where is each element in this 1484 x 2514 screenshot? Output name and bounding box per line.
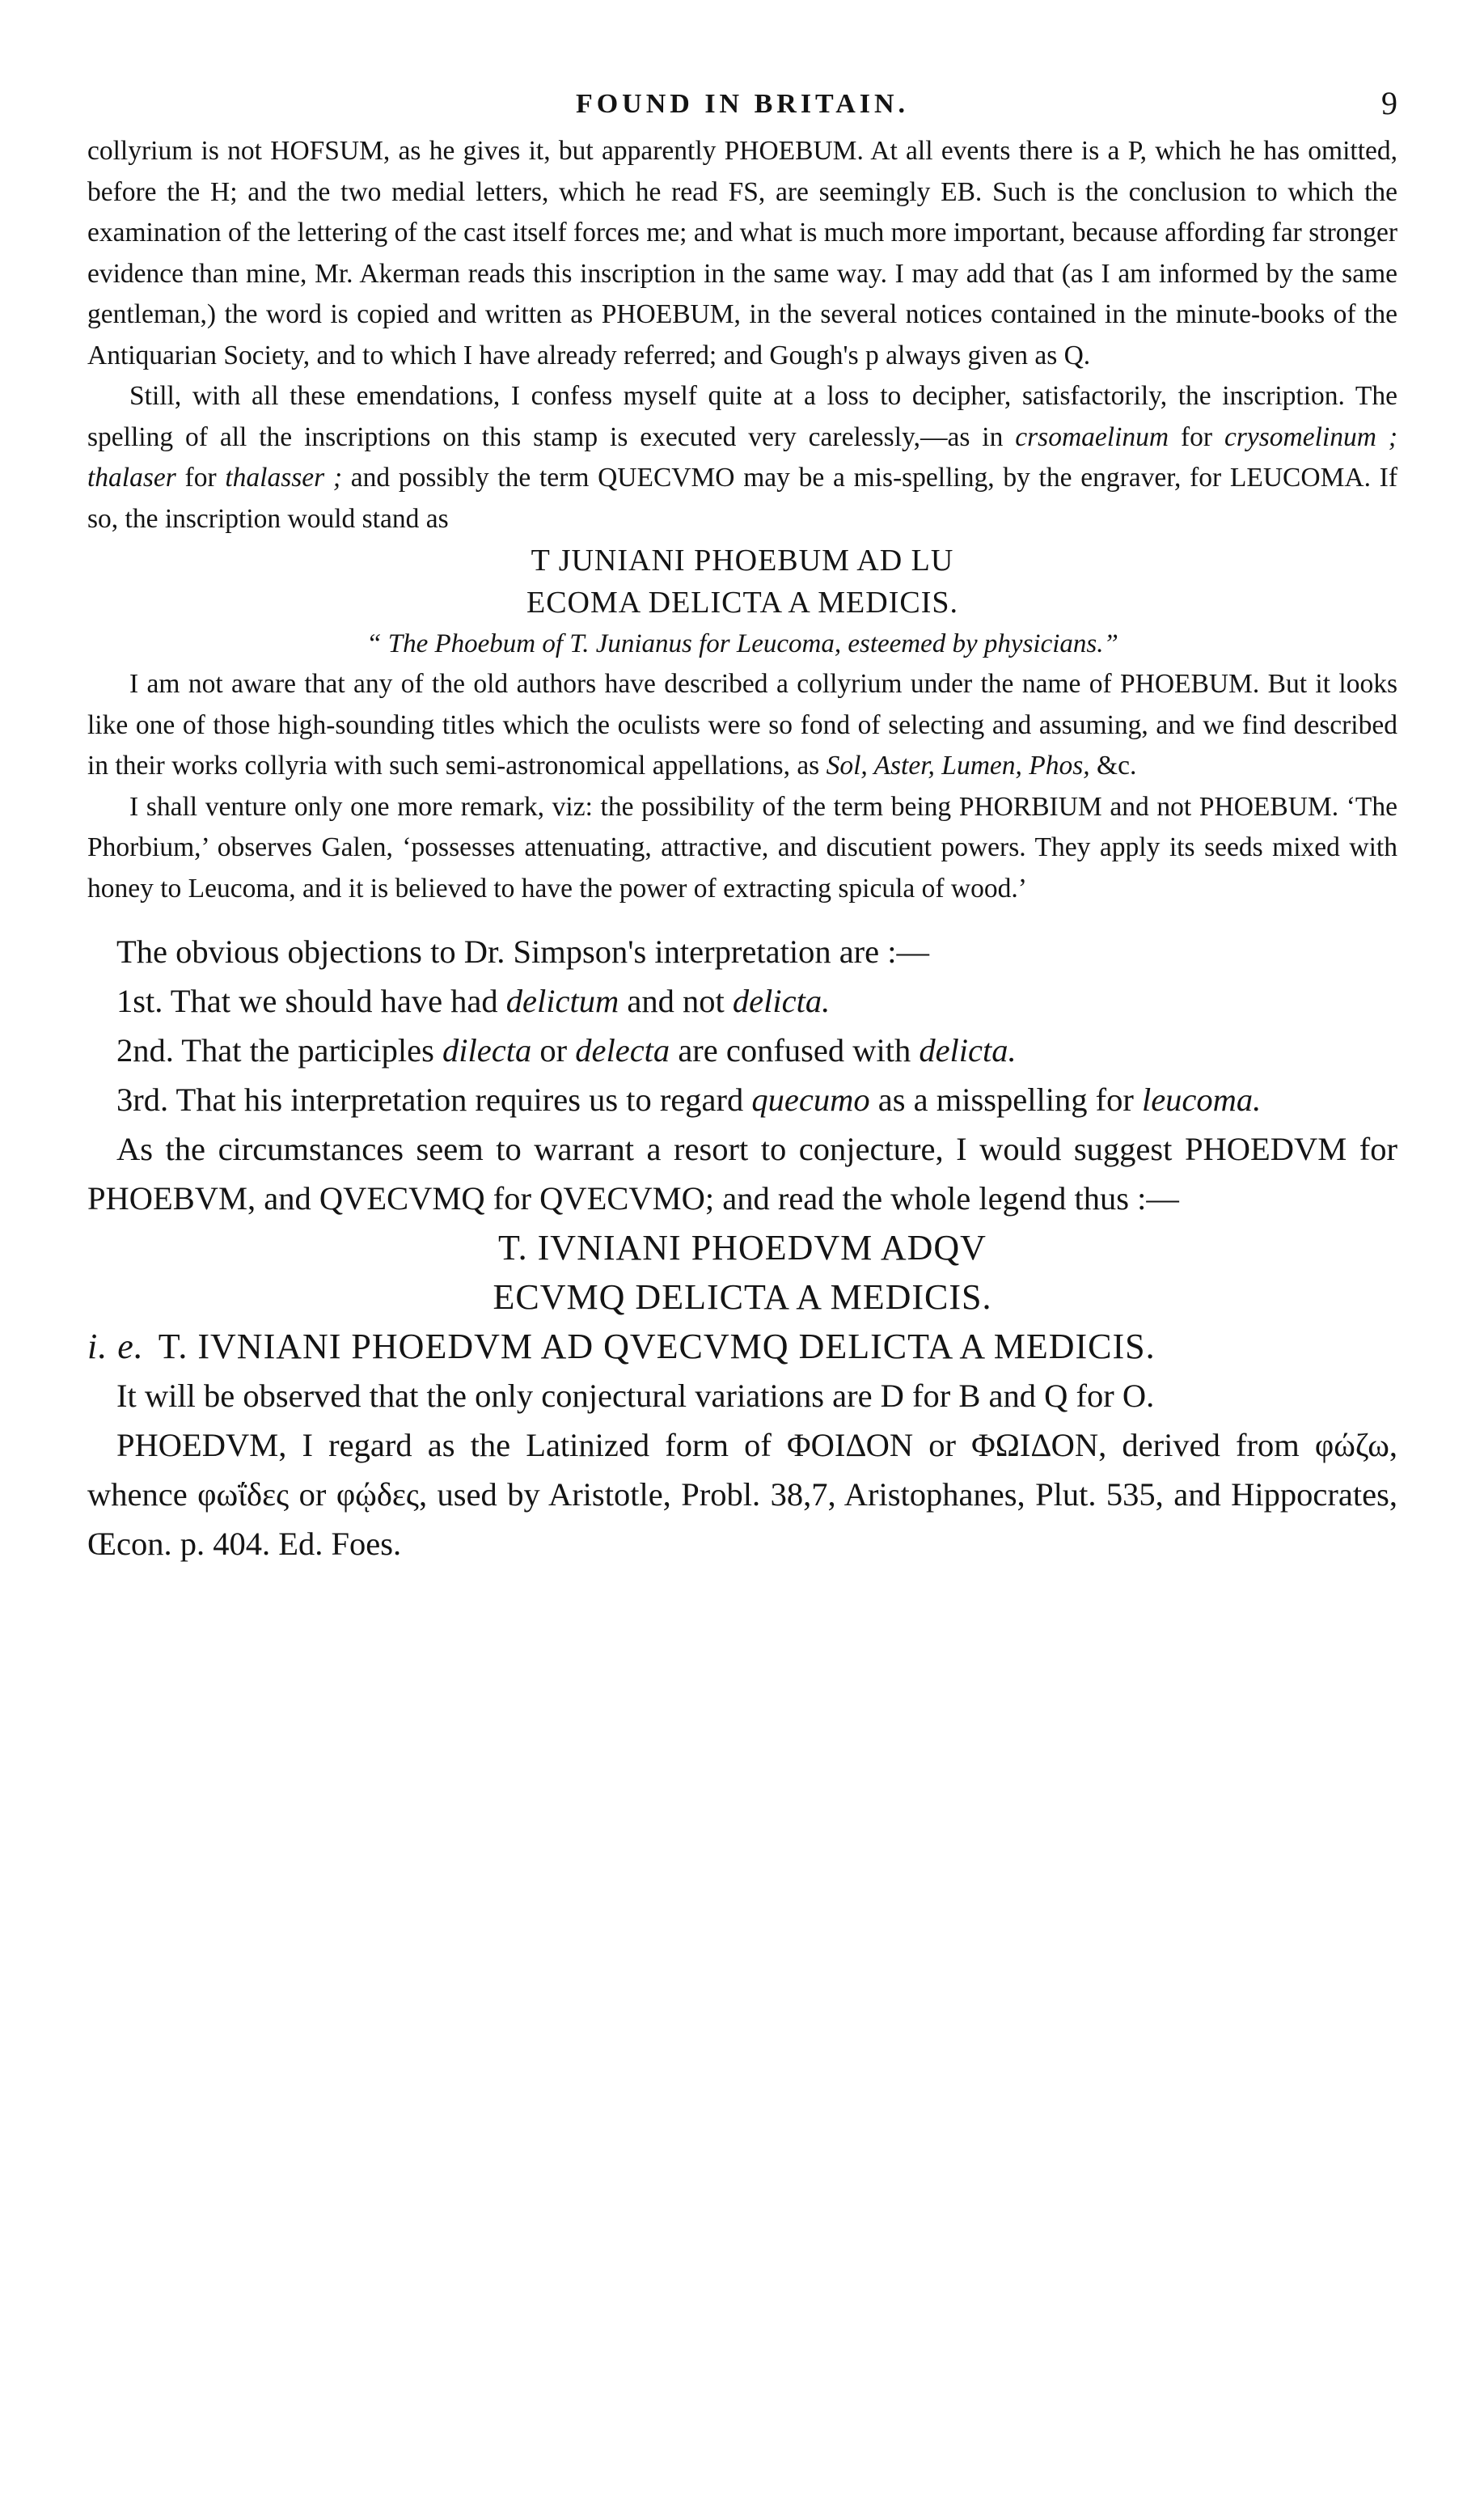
text-span: for <box>1169 421 1224 452</box>
text-span: Still, with all these emendations, I confess myself quite at a loss to decipher, satisfactorily, the inscription. The spelling of all the inscriptions on this stamp is executed very carelessly,—as in <box>87 381 1397 452</box>
paragraph: I shall venture only one more remark, viz: the possibility of the term being PHORBIUM and not PHOEBUM. ‘The Phorbium,’ observes Galen, ‘possesses attenuating, attractive, and discutient powers. They apply its seeds mixed with honey to Leucoma, and it is believed to have the power of extracting spicula of wood.’ <box>87 791 1397 904</box>
italic-word: crsomaelinum <box>1015 421 1169 452</box>
italic-word: leucoma. <box>1141 1081 1262 1118</box>
paragraph: It will be observed that the only conjectural variations are D for B and Q for O. <box>116 1378 1155 1414</box>
inscription-line: ECOMA DELICTA A MEDICIS. <box>526 586 958 620</box>
italic-word: dilecta <box>442 1032 532 1069</box>
page-number: 9 <box>1381 85 1397 121</box>
italic-word: delecta <box>575 1032 670 1069</box>
paragraph: PHOEDVM, I regard as the Latinized form of ΦΟΙΔΟΝ or ΦΩΙΔΟΝ, derived from φώζω, whence φωΐδες or φῴδες, used by Aristotle, Probl. 38,7, Aristophanes, Plut. 535, and Hippocrates, Œcon. p. 404. Ed. Foes. <box>87 1427 1397 1562</box>
text-span: for <box>175 463 226 493</box>
italic-word: delictum <box>505 983 619 1019</box>
paragraph <box>87 1075 1397 1124</box>
book-page <box>87 74 1397 1568</box>
text-span: 1st. That we should have had <box>116 983 506 1019</box>
italic-word: thalasser ; <box>225 463 343 493</box>
inscription-line: ECVMQ DELICTA A MEDICIS. <box>493 1277 992 1317</box>
text-span: and not <box>619 983 733 1019</box>
large-print-section <box>87 927 1397 1568</box>
text-span: 3rd. That his interpretation requires us to regard <box>116 1081 752 1118</box>
running-head <box>87 74 1397 131</box>
italic-word: quecumo <box>751 1081 870 1118</box>
text-span: and possibly the term QUECVMO may be a mis-spelling, by the engraver, for LEUCOMA. If so, the inscription would stand as <box>87 463 1397 534</box>
text-span: as a misspelling for <box>869 1081 1142 1118</box>
paragraph <box>87 376 1397 540</box>
paragraph: As the circumstances seem to warrant a resort to conjecture, I would suggest PHOEDVM for PHOEBVM, and QVECVMQ for QVECVMO; and read the whole legend thus :— <box>87 1131 1397 1217</box>
paragraph <box>87 1026 1397 1075</box>
italic-word: delicta. <box>732 983 831 1019</box>
inscription-line: T. IVNIANI PHOEDVM ADQV <box>498 1228 987 1268</box>
paragraph <box>87 976 1397 1026</box>
paragraph: The obvious objections to Dr. Simpson's interpretation are :— <box>116 933 930 970</box>
ie-abbreviation: i. e. <box>87 1327 144 1366</box>
running-title: FOUND IN BRITAIN. <box>575 89 910 119</box>
italic-word: delicta. <box>919 1032 1017 1069</box>
italic-word: crysomelinum ; thalaser <box>87 421 1397 493</box>
text-span: I am not aware that any of the old authors have described a collyrium under the name of PHOEBUM. But it looks like one of those high-sounding titles which the oculists were so fond of selecting and assuming, and we find described in their works collyria with such semi-astronomical appellations, as <box>87 669 1397 781</box>
italic-word: Sol, Aster, Lumen, Phos, <box>826 751 1090 781</box>
paragraph: collyrium is not HOFSUM, as he gives it, but apparently PHOEBUM. At all events there is a P, which he has omitted, before the H; and the two medial letters, which he read FS, are seemingly EB. Such is the conclusion to which the examination of the lettering of the cast itself forces me; and what is much more important, because affording far stronger evidence than mine, Mr. Akerman reads this inscription in the same way. I may add that (as I am informed by the same gentleman,) the word is copied and written as PHOEBUM, in the several notices contained in the minute-books of the Antiquarian Society, and to which I have already referred; and Gough's p always given as Q. <box>87 136 1397 370</box>
inscription-line: T JUNIANI PHOEBUM AD LU <box>531 544 954 578</box>
small-print-section <box>87 131 1397 909</box>
text-span: T. IVNIANI PHOEDVM AD QVECVMQ DELICTA A MEDICIS. <box>158 1327 1156 1366</box>
expanded-inscription <box>87 1322 1397 1371</box>
text-span: or <box>531 1032 576 1069</box>
translation-quote: “ The Phoebum of T. Junianus for Leucoma, esteemed by physicians.” <box>366 629 1118 658</box>
text-span: 2nd. That the participles <box>116 1032 443 1069</box>
text-span: &c. <box>1089 751 1137 781</box>
paragraph <box>87 664 1397 787</box>
text-span: are confused with <box>670 1032 920 1069</box>
